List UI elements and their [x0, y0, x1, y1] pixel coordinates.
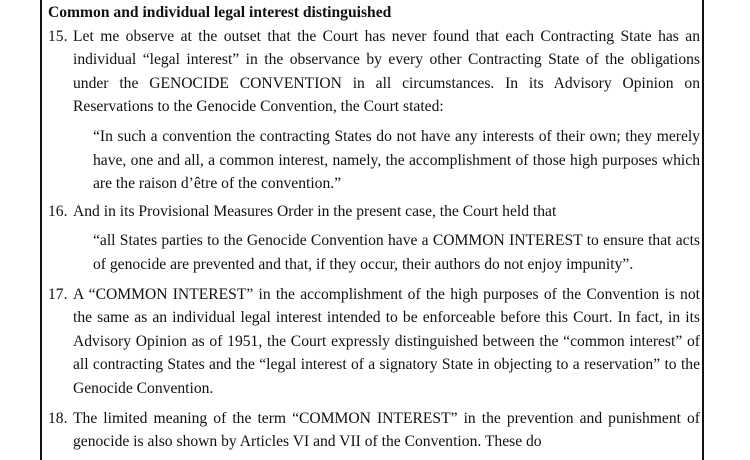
paragraph-16 — [48, 200, 700, 224]
paragraph-18 — [48, 407, 700, 454]
block-quote: “In such a convention the contracting States do not have any interests of their own; they merely have, one and all, a common interest, namely, the accomplishment of those high purposes which are the raison d’être of the convention.” — [93, 127, 700, 193]
paragraph-number: 15. — [48, 27, 68, 45]
paragraph-number: 16. — [48, 202, 68, 220]
paragraph-text: The limited meaning of the term “COMMON INTEREST” in the prevention and punishment of genocide is also shown by Articles VI and VII of the Convention. These do — [73, 409, 700, 451]
paragraph-number: 18. — [48, 409, 68, 427]
paragraph-number: 17. — [48, 285, 68, 303]
paragraph-text: And in its Provisional Measures Order in the present case, the Court held that — [73, 202, 557, 220]
block-quote: “all States parties to the Genocide Convention have a COMMON INTEREST to ensure that acts of genocide are prevented and that, if they occur, their authors do not enjoy impunity”. — [93, 232, 700, 273]
paragraph-text: Let me observe at the outset that the Court has never found that each Contracting State has an individual “legal interest” in the observance by every other Contracting State of the obligations under the GENOCIDE CONVENTION in all circumstances. In its Advisory Opinion on Reservations to the Genocide Convention, the Court stated: — [73, 27, 700, 116]
paragraph-15 — [48, 25, 700, 119]
section-heading: Common and individual legal interest distinguished — [48, 4, 392, 21]
document-body — [48, 0, 700, 454]
paragraph-17 — [48, 283, 700, 401]
paragraph-text: A “COMMON INTEREST” in the accomplishment of the high purposes of the Convention is not the same as an individual legal interest intended to be enforceable before this Court. In fact, in its Advisory Opinion as of 1951, the Court expressly distinguished between the “common interest” of all contracting States and the “legal interest of a signatory State in objecting to a reservation” to the Genocide Convention. — [73, 285, 700, 397]
